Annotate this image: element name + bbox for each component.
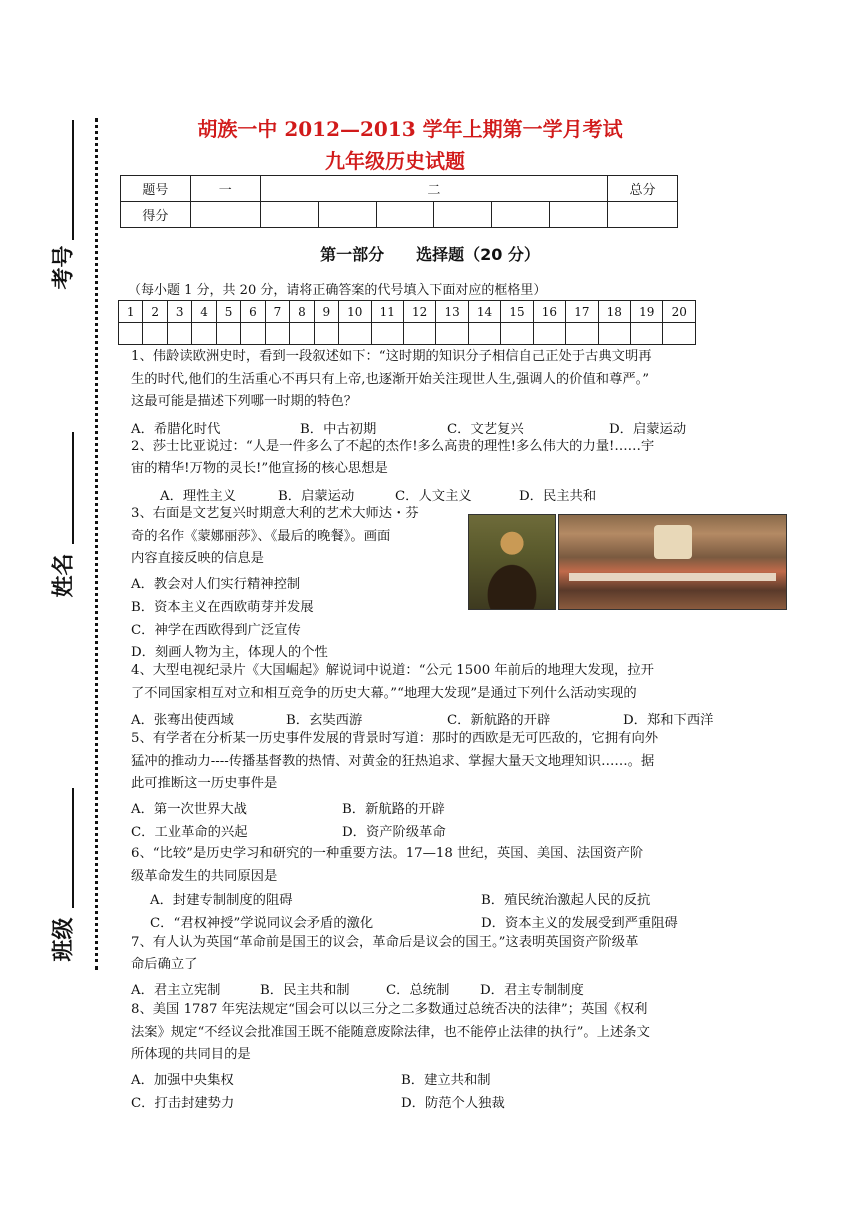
xingming-line [72,432,74,544]
question-5-line: 此可推断这一历史事件是 [131,776,278,791]
question-1-line: 这最可能是描述下列哪一时期的特色？ [131,394,358,409]
score-cell[interactable] [608,202,678,228]
answer-number-row [119,301,696,323]
last-supper-image [558,514,787,610]
score-cell[interactable] [376,202,434,228]
answer-number: 3 [167,301,191,323]
section-title: 第一部分 选择题（20 分） [320,245,540,264]
q7-option-b: B．民主共和制 [260,983,350,998]
q5-option-c: C．工业革命的兴起 [131,825,248,840]
q4-option-c: C．新航路的开辟 [447,713,551,728]
q8-option-d: D．防范个人独裁 [401,1096,505,1111]
score-table-header-row [121,176,678,202]
answer-number: 19 [631,301,663,323]
last-supper-table [569,573,776,581]
q8-option-b: B．建立共和制 [401,1073,491,1088]
q7-option-d: D．君主专制制度 [480,983,584,998]
side-label-xingming: 姓名 [51,553,77,598]
question-4-line: 了不同国家相互对立和相互竞争的历史大幕。”“地理大发现”是通过下列什么活动实现的 [131,686,637,701]
q6-option-b: B．殖民统治激起人民的反抗 [481,893,651,908]
answer-box[interactable] [192,323,216,345]
question-5-line: 5、有学者在分析某一历史事件发展的背景时写道：那时的西欧是无可匹敌的，它拥有向外 [131,731,659,746]
q8-option-a: A．加强中央集权 [131,1073,234,1088]
answer-box[interactable] [598,323,630,345]
answer-box[interactable] [371,323,403,345]
question-6-line: 级革命发生的共同原因是 [131,869,278,884]
score-col-total: 总分 [608,176,678,202]
answer-box[interactable] [216,323,240,345]
q3-option-d: D．刻画人物为主，体现人的个性 [131,645,328,660]
exam-title: 胡族一中 2012—2013 学年上期第一学月考试 [197,117,623,141]
q5-option-a: A．第一次世界大战 [131,802,247,817]
score-col-label: 题号 [121,176,191,202]
question-2-line: 宙的精华!万物的灵长!”他宣扬的核心思想是 [131,461,388,476]
score-col-part2: 二 [260,176,607,202]
score-row-label: 得分 [121,202,191,228]
answer-box[interactable] [241,323,265,345]
answer-number: 15 [501,301,533,323]
answer-box[interactable] [501,323,533,345]
score-cell[interactable] [318,202,376,228]
question-4-line: 4、大型电视纪录片《大国崛起》解说词中说道：“公元 1500 年前后的地理大发现，拉开 [131,663,654,678]
question-7-line: 7、有人认为英国“革命前是国王的议会，革命后是议会的国王。”这表明英国资产阶级革 [131,935,639,950]
answer-box[interactable] [663,323,696,345]
answer-number: 13 [436,301,468,323]
q5-option-b: B．新航路的开辟 [342,802,445,817]
banji-line [72,788,74,908]
q2-option-c: C．人文主义 [395,489,472,504]
answer-box[interactable] [119,323,143,345]
q8-option-c: C．打击封建势力 [131,1096,235,1111]
answer-number: 20 [663,301,696,323]
answer-number: 5 [216,301,240,323]
answer-box[interactable] [143,323,167,345]
question-8-line: 所体现的共同目的是 [131,1047,251,1062]
q2-option-b: B．启蒙运动 [278,489,355,504]
last-supper-window [654,525,692,559]
q1-option-a: A．希腊化时代 [131,422,221,437]
answer-grid [118,300,696,345]
answer-box[interactable] [566,323,598,345]
score-col-part1: 一 [190,176,260,202]
side-label-kaohao: 考号 [51,245,77,290]
score-cell[interactable] [190,202,260,228]
answer-number: 4 [192,301,216,323]
answer-number: 1 [119,301,143,323]
q6-option-a: A．封建专制制度的阻碍 [150,893,293,908]
score-cell[interactable] [550,202,608,228]
question-3-line: 3、右面是文艺复兴时期意大利的艺术大师达・芬 [131,506,419,521]
answer-input-row [119,323,696,345]
score-cell[interactable] [260,202,318,228]
q7-option-c: C．总统制 [386,983,450,998]
answer-box[interactable] [403,323,435,345]
answer-number: 11 [371,301,403,323]
question-8-line: 8、美国 1787 年宪法规定“国会可以以三分之二多数通过总统否决的法律”；英国《权利 [131,1002,648,1017]
answer-number: 7 [265,301,289,323]
answer-box[interactable] [339,323,371,345]
answer-box[interactable] [314,323,338,345]
answer-number: 16 [533,301,565,323]
answer-number: 18 [598,301,630,323]
q7-option-a: A．君主立宪制 [131,983,221,998]
question-5-line: 猛冲的推动力----传播基督教的热情、对黄金的狂热追求、掌握大量天文地理知识……。据 [131,754,655,769]
q2-option-d: D．民主共和 [519,489,597,504]
question-1-line: 1、伟龄读欧洲史时，看到一段叙述如下：“这时期的知识分子相信自己正处于古典文明再 [131,349,652,364]
score-cell[interactable] [434,202,492,228]
score-table [120,175,678,228]
q5-option-d: D．资产阶级革命 [342,825,446,840]
answer-number: 8 [290,301,314,323]
question-3-line: 奇的名作《蒙娜丽莎》、《最后的晚餐》。画面 [131,529,391,544]
score-cell[interactable] [492,202,550,228]
q3-option-b: B．资本主义在西欧萌芽并发展 [131,600,314,615]
answer-box[interactable] [167,323,191,345]
q1-option-d: D．启蒙运动 [609,422,687,437]
answer-box[interactable] [265,323,289,345]
answer-number: 2 [143,301,167,323]
answer-box[interactable] [468,323,500,345]
question-7-line: 命后确立了 [131,957,198,972]
q2-option-a: A．理性主义 [160,489,237,504]
q1-option-b: B．中古初期 [300,422,377,437]
question-6-line: 6、“比较”是历史学习和研究的一种重要方法。17—18 世纪，英国、美国、法国资产阶 [131,846,644,861]
q3-option-c: C．神学在西欧得到广泛宣传 [131,623,301,638]
exam-subtitle: 九年级历史试题 [325,149,465,173]
q6-option-c: C．“君权神授”学说同议会矛盾的激化 [150,916,374,931]
question-1-line: 生的时代,他们的生活重心不再只有上帝,也逐渐开始关注现世人生,强调人的价值和尊严。” [131,372,650,387]
answer-number: 17 [566,301,598,323]
question-2-line: 2、莎士比亚说过：“人是一件多么了不起的杰作!多么高贵的理性!多么伟大的力量!……宇 [131,439,655,454]
answer-number: 10 [339,301,371,323]
answer-number: 6 [241,301,265,323]
score-table-score-row [121,202,678,228]
q3-option-a: A．教会对人们实行精神控制 [131,577,301,592]
mona-lisa-image [468,514,556,610]
q4-option-b: B．玄奘西游 [286,713,363,728]
q6-option-d: D．资本主义的发展受到严重阻碍 [481,916,678,931]
q4-option-a: A．张骞出使西域 [131,713,234,728]
question-3-line: 内容直接反映的信息是 [131,551,264,566]
side-label-banji: 班级 [51,917,77,962]
answer-number: 9 [314,301,338,323]
q4-option-d: D．郑和下西洋 [623,713,714,728]
answer-number: 14 [468,301,500,323]
answer-box[interactable] [631,323,663,345]
answer-box[interactable] [290,323,314,345]
question-8-line: 法案》规定“不经议会批准国王既不能随意废除法律，也不能停止法律的执行”。上述条文 [131,1025,650,1040]
answer-box[interactable] [533,323,565,345]
answer-number: 12 [403,301,435,323]
answer-box[interactable] [436,323,468,345]
section-instruction: （每小题 1 分，共 20 分，请将正确答案的代号填入下面对应的框格里） [128,283,547,298]
q1-option-c: C．文艺复兴 [447,422,524,437]
